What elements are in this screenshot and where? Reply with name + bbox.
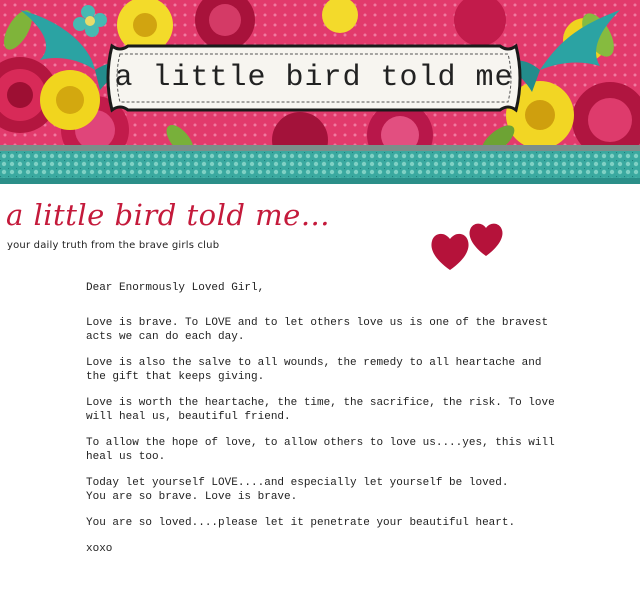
letter-paragraph: Love is worth the heartache, the time, the sacrifice, the risk. To love will heal us, beautiful friend. bbox=[86, 397, 555, 423]
letter-body bbox=[86, 281, 556, 556]
header-banner[interactable] bbox=[0, 0, 640, 184]
letter-paragraph: Love is brave. To LOVE and to let others love us is one of the bravest acts we can do each day. bbox=[86, 317, 549, 343]
hearts-icon bbox=[428, 220, 510, 272]
letter-signoff: xoxo bbox=[86, 543, 113, 555]
blog-title[interactable]: a little bird told me... bbox=[6, 198, 330, 232]
letter-paragraph: Love is also the salve to all wounds, the remedy to all heartache and the gift that keeps giving. bbox=[86, 357, 542, 383]
letter-paragraph: You are so loved....please let it penetrate your beautiful heart. bbox=[86, 517, 516, 529]
blog-subtitle: your daily truth from the brave girls club bbox=[7, 240, 220, 251]
letter-paragraph: Today let yourself LOVE....and especially let yourself be loved. You are so brave. Love is brave. bbox=[86, 477, 509, 503]
banner-title: a little bird told me bbox=[114, 61, 514, 95]
letter-paragraph: To allow the hope of love, to allow others to love us....yes, this will heal us too. bbox=[86, 437, 555, 463]
banner-title-container bbox=[105, 44, 523, 112]
letter-salutation: Dear Enormously Loved Girl, bbox=[86, 282, 265, 294]
